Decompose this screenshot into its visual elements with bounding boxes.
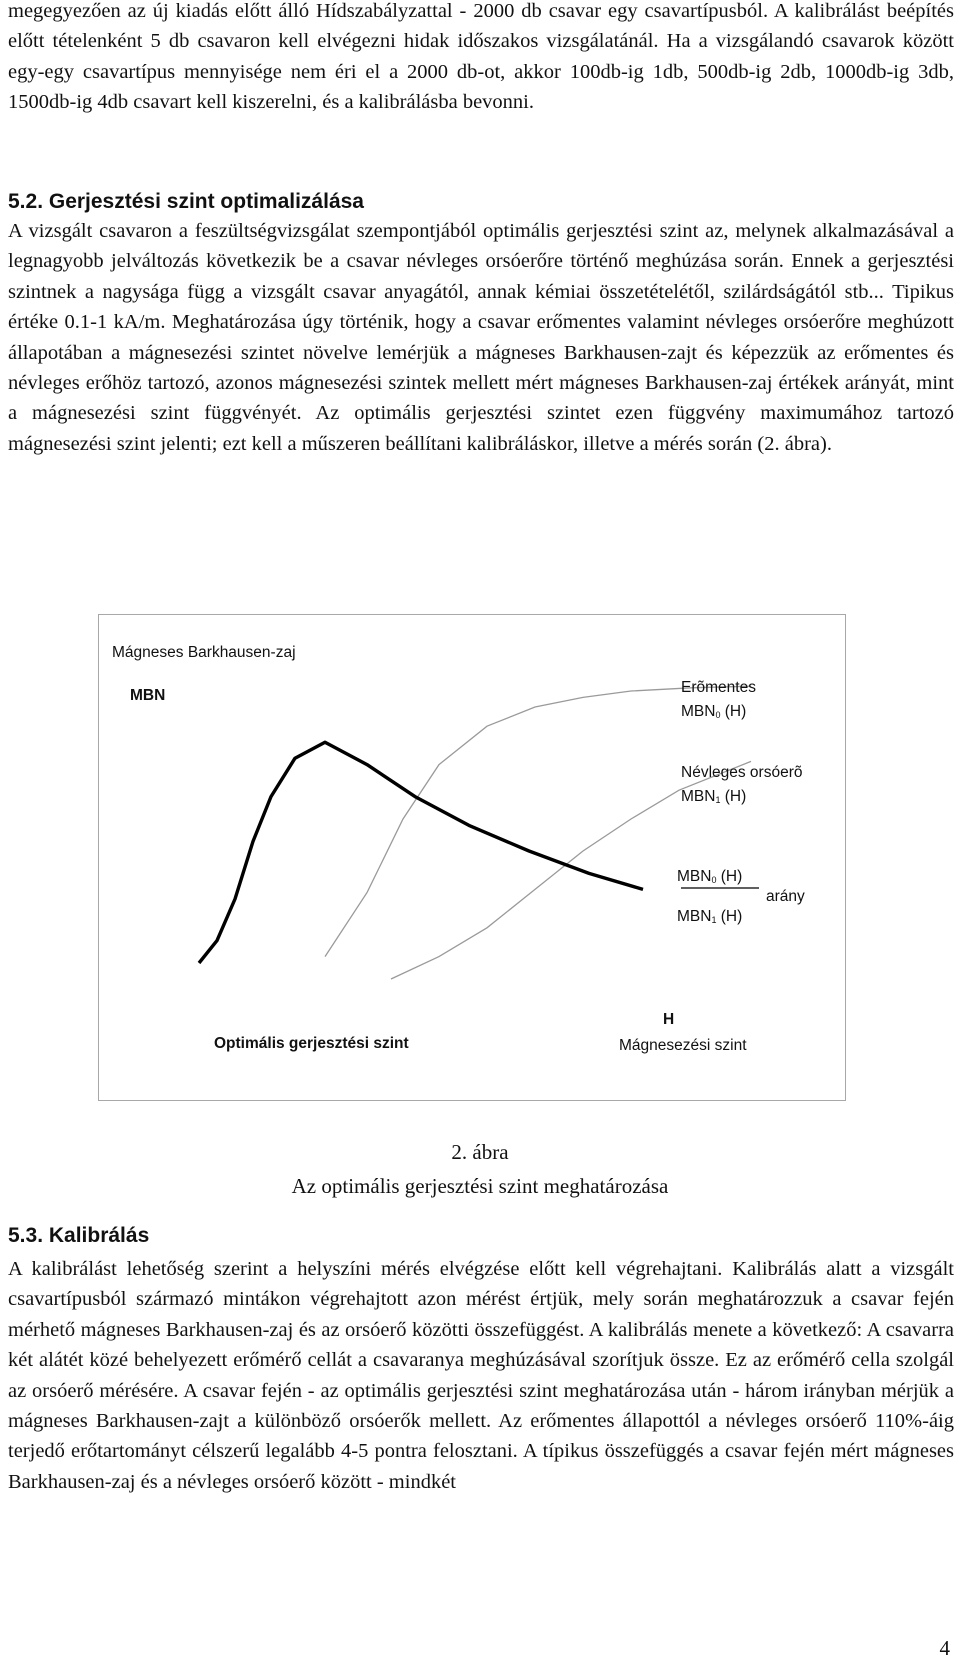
figure-caption-number: 2. ábra <box>451 1140 509 1164</box>
paragraph-3: A kalibrálást lehetőség szerint a helyszíni mérés elvégzése előtt kell végrehajtani. Kalibrálás alatt a vizsgált csavartípusból származó mintákon végrehajtott azon mérést értjük, mely során meghatározzuk a csavar fején mérhető mágneses Barkhausen-zaj és az orsóerő közötti összefüggést. A kalibrálás menete a következő: A csavarra két alátét közé behelyezett erőmérő cellát a csavaranya meghúzásával szorítjuk össze. Ez az erőmérő cella szolgál az orsóerő mérésére. A csavar fején - az optimális gerjesztési szint meghatározása után - három irányban mérjük a mágneses Barkhausen-zajt a különböző orsóerők mellett. Az erőmentes állapottól a névleges orsóerő 110%-áig terjedő erőtartományt célszerű legalább 4-5 pontra felosztani. A típikus összefüggés a csavar fején mért mágneses Barkhausen-zaj és a névleges orsóerő között - mindkét <box>8 1258 954 1493</box>
figure-2 <box>98 614 846 1101</box>
figure-title-label: Mágneses Barkhausen-zaj <box>112 644 296 661</box>
label-mbn1: $MBN_1$ (H) <box>681 788 747 805</box>
figure-caption-title: Az optimális gerjesztési szint meghatározása <box>291 1174 669 1198</box>
label-eromentes: Erõmentes <box>681 679 756 696</box>
ratio-denominator: $MBN_1$ (H) <box>677 908 743 925</box>
ratio-numerator: $MBN_0$ (H) <box>677 868 743 885</box>
h-axis-label: H <box>663 1011 675 1028</box>
section-heading-5-2: 5.2. Gerjesztési szint optimalizálása <box>8 190 364 213</box>
page-number: 4 <box>939 1636 950 1660</box>
x-axis-label: Mágnesezési szint <box>619 1037 747 1054</box>
optimal-level-label: Optimális gerjesztési szint <box>214 1035 409 1052</box>
mbn-axis-label: MBN <box>130 687 166 704</box>
label-mbn0: $MBN_0$ (H) <box>681 703 747 720</box>
paragraph-2: A vizsgált csavaron a feszültségvizsgálat szempontjából optimális gerjesztési szint az, melynek alkalmazásával a legnagyobb jelváltozás következik be a csavar névleges orsóerőre történő meghúzása során. Ennek a gerjesztési szintnek a nagysága függ a vizsgált csavar anyagától, annak kémiai összetételétől, szilárdságától stb... Tipikus értéke 0.1-1 kA/m. Meghatározása úgy történik, hogy a csavar erőmentes valamint névleges orsóerőre meghúzott állapotában a mágnesezési szintet növelve lemérjük a mágneses Barkhausen-zajt és képezzük az erőmentes és névleges erőhöz tartozó, azonos mágnesezési szintek mellett mért mágneses Barkhausen-zaj értékek arányát, mint a mágnesezési szint függvényét. Az optimális gerjesztési szintet ezen függvény maximumához tartozó mágnesezési szint jelenti; ezt kell a műszeren beállítani kalibráláskor, illetve a mérés során (2. ábra). <box>8 220 954 455</box>
curve-ratio <box>199 742 643 963</box>
ratio-label: arány <box>766 888 805 905</box>
paragraph-1: megegyezően az új kiadás előtt álló Hídszabályzattal - 2000 db csavar egy csavartípusból. A kalibrálást beépítés előtt tételenként 5 db csavaron kell elvégezni hidak időszakos vizsgálatánál. Ha a vizsgálandó csavarok között egy-egy csavartípus mennyisége nem éri el a 2000 db-ot, akkor 100db-ig 1db, 500db-ig 2db, 1000db-ig 3db, 1500db-ig 4db csavart kell kiszerelni, és a kalibrálásba bevonni. <box>8 0 954 114</box>
section-heading-5-3: 5.3. Kalibrálás <box>8 1224 150 1247</box>
label-nevleges-orsoero: Névleges orsóerõ <box>681 764 803 781</box>
